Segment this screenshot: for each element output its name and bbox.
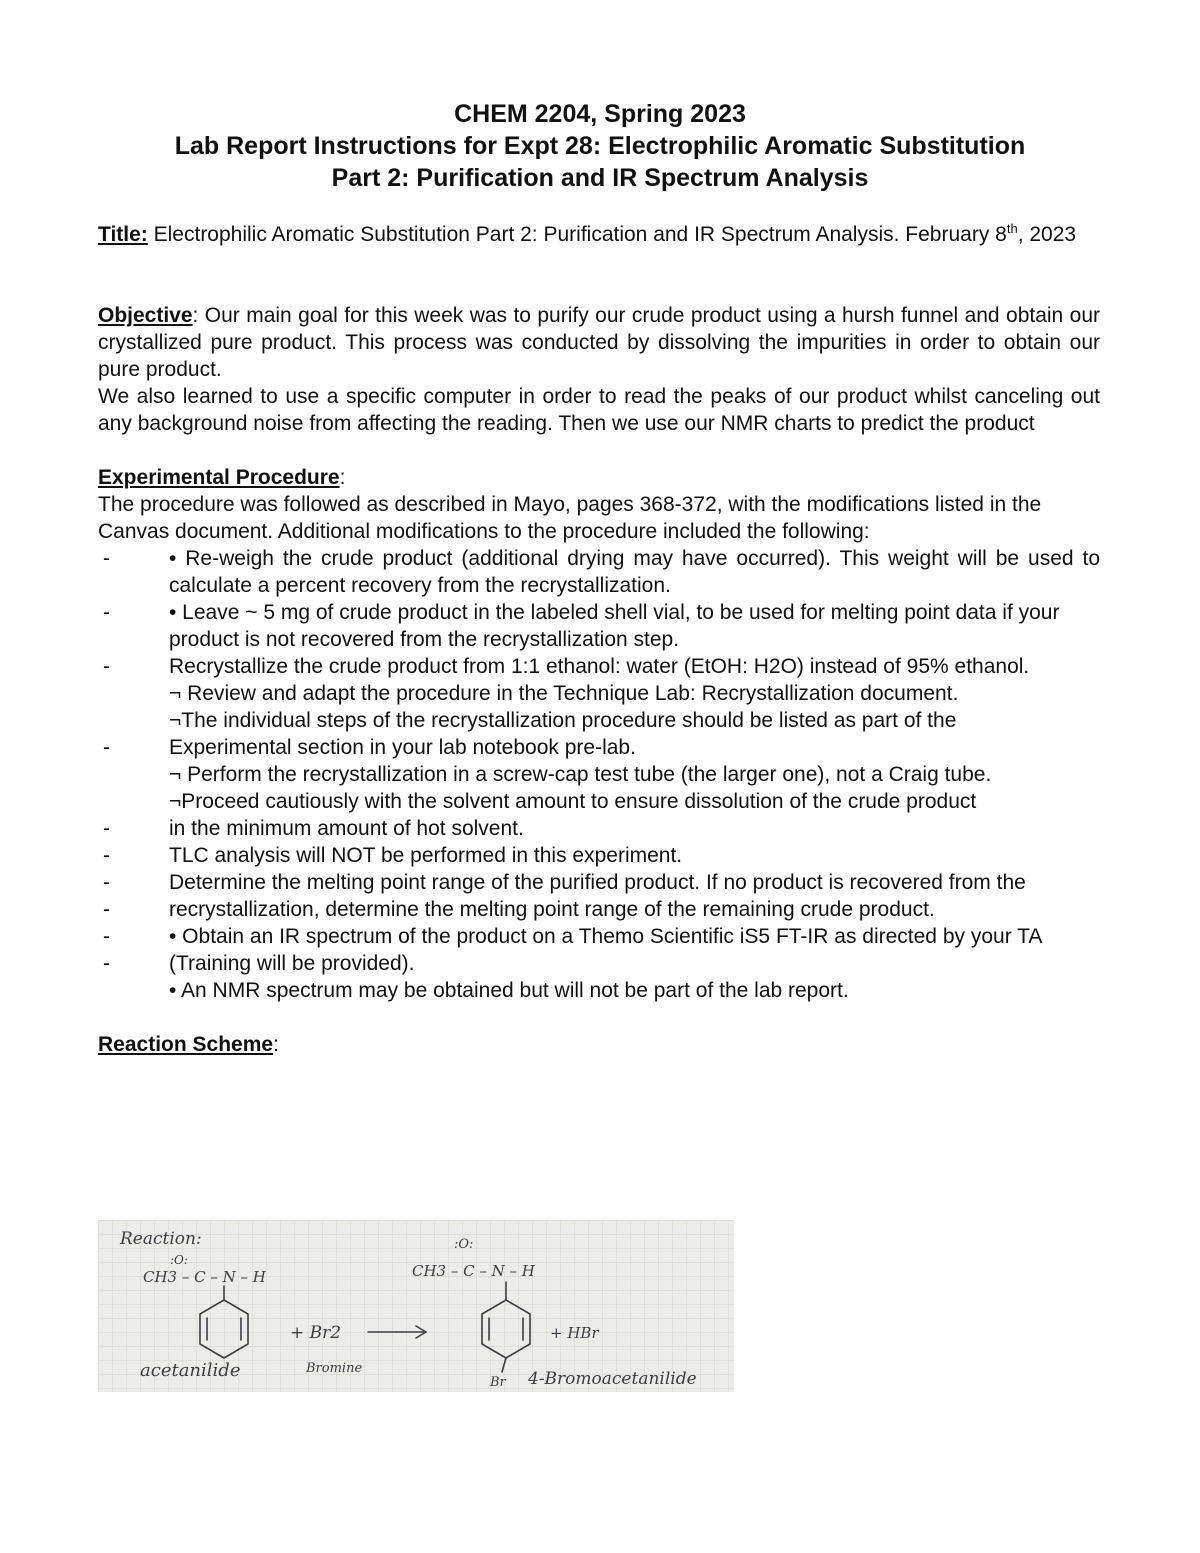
lab-title: Lab Report Instructions for Expt 28: Electrophilic Aromatic Substitution (174, 132, 1026, 160)
document-body (98, 221, 1100, 1058)
br-substituent-label: Br (490, 1375, 506, 1390)
list-item (98, 896, 1100, 923)
dash-marker: - (103, 817, 110, 840)
dash-marker: - (103, 547, 110, 570)
acetanilide-label: acetanilide (140, 1360, 241, 1381)
procedure-list (98, 545, 1100, 680)
list-item-text: (Training will be provided). (169, 952, 415, 975)
list-item (98, 653, 1100, 680)
list-item-text: TLC analysis will NOT be performed in this experiment. (169, 844, 683, 867)
dash-marker: - (103, 871, 110, 894)
course-title: CHEM 2204, Spring 2023 (454, 100, 746, 128)
list-item (98, 923, 1100, 950)
right-oxygen-label: :O: (454, 1237, 474, 1252)
list-item (98, 734, 1100, 761)
sub-note: ¬Proceed cautiously with the solvent amount to ensure dissolution of the crude product (169, 790, 977, 813)
sub-note: ¬The individual steps of the recrystallization procedure should be listed as part of the (169, 709, 957, 732)
list-item-text: • Leave ~ 5 mg of crude product in the labeled shell vial, to be used for melting point data if your product is not recovered from the recrystallization step. (169, 601, 1060, 651)
list-item-text: Determine the melting point range of the purified product. If no product is recovered from the (169, 871, 1026, 894)
document-header (0, 98, 1200, 194)
plus-bromine-text: + Br2 (290, 1323, 342, 1343)
procedure-label: Experimental Procedure (98, 466, 340, 489)
list-item (98, 599, 1100, 653)
reaction-label: Reaction Scheme (98, 1033, 274, 1056)
objective-paragraph (98, 302, 1100, 383)
product-name-label: 4-Bromoacetanilide (528, 1369, 697, 1389)
right-formula-text: CH3 – C – N – H (412, 1262, 535, 1280)
dash-marker: - (103, 655, 110, 678)
dash-marker: - (103, 925, 110, 948)
title-paragraph (98, 221, 1100, 248)
list-item-text: Experimental section in your lab notebook pre-lab. (169, 736, 636, 759)
list-item-text: • Re-weigh the crude product (additional drying may have occurred). This weight will be used to calculate a percent recovery from the recrystallization. (169, 547, 1100, 597)
bromine-label: Bromine (306, 1361, 363, 1376)
list-item-text: • Obtain an IR spectrum of the product on a Themo Scientific iS5 FT-IR as directed by your TA (169, 925, 1043, 948)
plus-hbr-text: + HBr (550, 1324, 599, 1342)
reaction-header-text: Reaction: (120, 1229, 202, 1249)
reaction-heading (98, 1031, 1100, 1058)
title-year: , 2023 (1017, 223, 1077, 246)
dash-marker: - (103, 952, 110, 975)
procedure-heading (98, 464, 1100, 491)
procedure-list (98, 815, 1100, 977)
procedure-colon: : (339, 466, 346, 489)
objective-label: Objective (98, 304, 193, 327)
left-formula-text: CH3 – C – N – H (143, 1268, 266, 1286)
list-item (98, 545, 1100, 599)
reaction-scheme-image (98, 1220, 734, 1392)
dash-marker: - (103, 898, 110, 921)
list-item (98, 815, 1100, 842)
objective-text-1: : Our main goal for this week was to purify our crude product using a hursh funnel and obtain our crystallized pure product. This process was conducted by dissolving the impurities in order to obtain our pure product. (98, 304, 1100, 381)
sub-note: ¬ Review and adapt the procedure in the Technique Lab: Recrystallization document. (169, 682, 959, 705)
sub-note: ¬ Perform the recrystallization in a screw-cap test tube (the larger one), not a Craig tube. (169, 763, 992, 786)
procedure-list (98, 734, 1100, 761)
sub-note: • An NMR spectrum may be obtained but will not be part of the lab report. (169, 979, 849, 1002)
dash-marker: - (103, 601, 110, 624)
list-item-text: in the minimum amount of hot solvent. (169, 817, 524, 840)
dash-marker: - (103, 844, 110, 867)
procedure-intro: The procedure was followed as described in Mayo, pages 368-372, with the modifications listed in the Canvas document. Additional modifications to the procedure included the following: (98, 493, 1042, 543)
list-item-text: recrystallization, determine the melting point range of the remaining crude product. (169, 898, 935, 921)
title-sup: th (1006, 221, 1018, 236)
list-item (98, 869, 1100, 896)
list-item-text: Recrystallize the crude product from 1:1 ethanol: water (EtOH: H2O) instead of 95% ethanol. (169, 655, 1030, 678)
title-label: Title: (98, 223, 148, 246)
dash-marker: - (103, 736, 110, 759)
list-item (98, 950, 1100, 977)
title-text: Electrophilic Aromatic Substitution Part 2: Purification and IR Spectrum Analysis. February 8 (147, 223, 1007, 246)
list-item (98, 842, 1100, 869)
part-title: Part 2: Purification and IR Spectrum Analysis (331, 164, 869, 192)
left-oxygen-label: :O: (170, 1253, 188, 1267)
objective-paragraph-2: We also learned to use a specific computer in order to read the peaks of our product whilst canceling out any background noise from affecting the reading. Then we use our NMR charts to predict the product (98, 385, 1100, 435)
reaction-colon: : (273, 1033, 279, 1056)
